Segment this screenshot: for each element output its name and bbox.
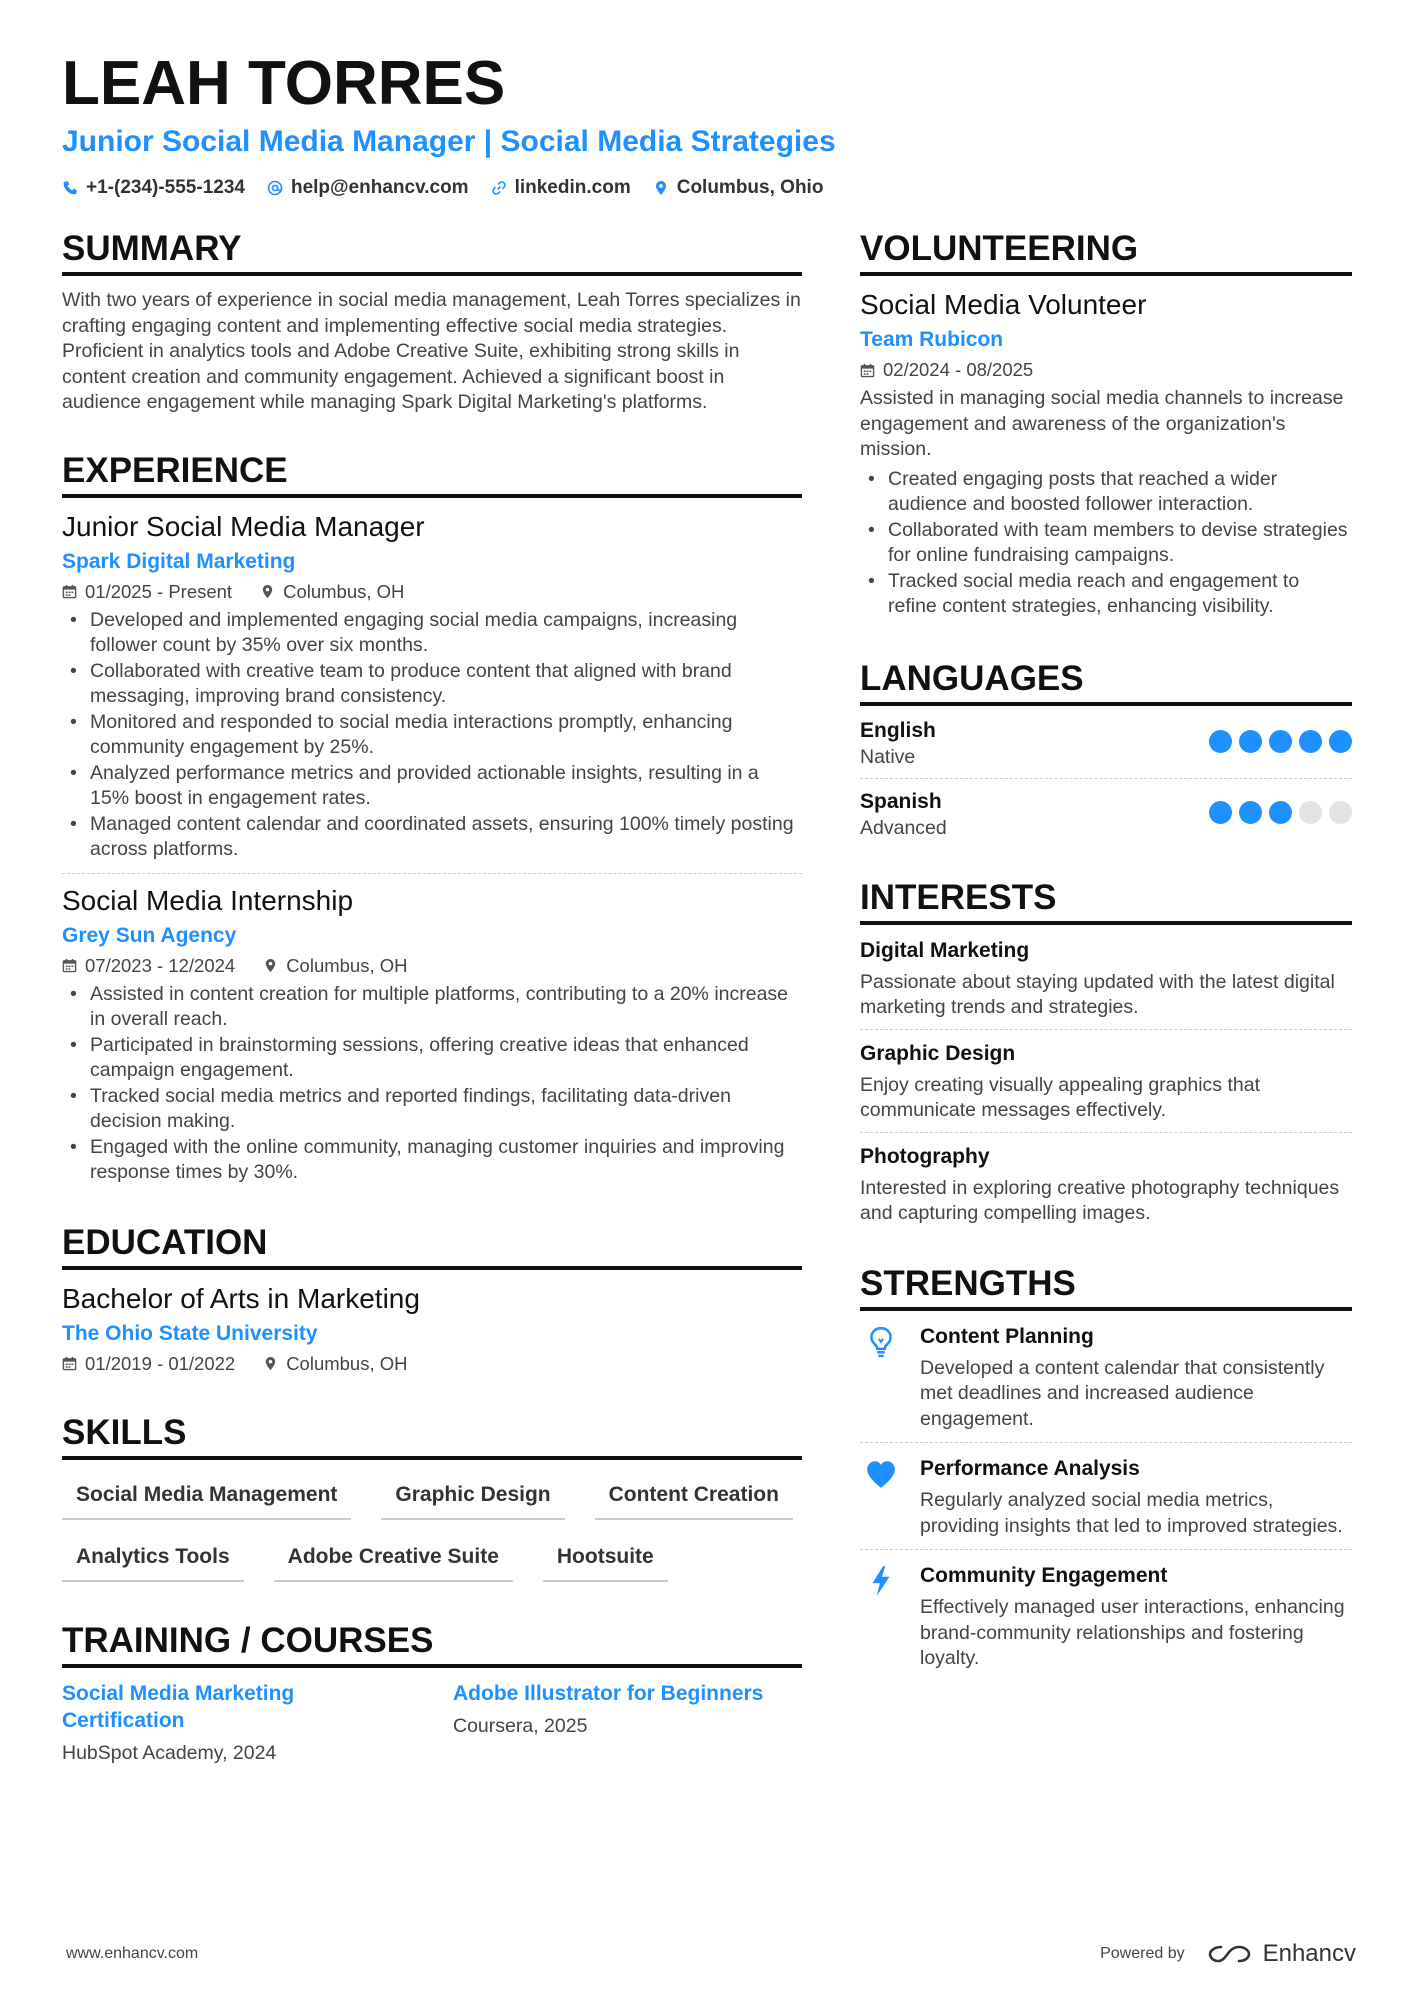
summary-section bbox=[62, 228, 802, 416]
calendar-icon bbox=[62, 1356, 77, 1371]
job-dates: 01/2025 - Present bbox=[62, 580, 232, 604]
entry-divider bbox=[860, 778, 1352, 779]
entry-divider bbox=[860, 1132, 1352, 1133]
volunteering-heading: VOLUNTEERING bbox=[860, 228, 1352, 276]
rating-dot-filled bbox=[1239, 730, 1262, 753]
skill-tag: Hootsuite bbox=[543, 1534, 668, 1582]
contact-linkedin[interactable] bbox=[491, 176, 631, 200]
lightning-icon bbox=[864, 1564, 898, 1598]
volunteer-entry bbox=[860, 288, 1352, 620]
skill-tag: Social Media Management bbox=[62, 1472, 351, 1520]
education-meta bbox=[62, 1352, 802, 1376]
location-pin-icon bbox=[263, 1356, 278, 1371]
bullet-item: • Collaborated with team members to devise strategies for online fundraising campaigns. bbox=[860, 518, 1352, 569]
skills-list bbox=[62, 1472, 802, 1582]
rating-dot-filled bbox=[1269, 801, 1292, 824]
strength-desc: Regularly analyzed social media metrics, providing insights that led to improved strategies. bbox=[920, 1489, 1343, 1537]
job-dates: 07/2023 - 12/2024 bbox=[62, 954, 235, 978]
job-meta bbox=[62, 954, 802, 978]
strength-item bbox=[860, 1455, 1352, 1539]
phone-icon bbox=[62, 180, 78, 196]
candidate-headline: Junior Social Media Manager | Social Media Strategies bbox=[62, 125, 836, 158]
bullet-item: • Participated in brainstorming sessions, offering creative ideas that enhanced campaign engagement. bbox=[62, 1033, 802, 1084]
right-column bbox=[860, 228, 1352, 1672]
heart-icon bbox=[864, 1457, 898, 1491]
bullet-item: • Developed and implemented engaging social media campaigns, increasing follower count by 35% over six months. bbox=[62, 608, 802, 659]
summary-heading: SUMMARY bbox=[62, 228, 802, 276]
lightbulb-icon bbox=[864, 1325, 898, 1359]
enhancv-logo[interactable] bbox=[1207, 1940, 1356, 1968]
contact-email[interactable] bbox=[267, 176, 469, 200]
language-name: Spanish bbox=[860, 789, 942, 813]
languages-section bbox=[860, 658, 1352, 841]
rating-dot-filled bbox=[1269, 730, 1292, 753]
language-item bbox=[860, 789, 1352, 841]
training-provider: HubSpot Academy, 2024 bbox=[62, 1741, 277, 1764]
education-degree: Bachelor of Arts in Marketing bbox=[62, 1282, 420, 1314]
interests-heading: INTERESTS bbox=[860, 877, 1352, 925]
languages-heading: LANGUAGES bbox=[860, 658, 1352, 706]
summary-text: With two years of experience in social media management, Leah Torres specializes in crafting engaging content and implementing effective social media strategies. Proficient in analytics tools and Adobe Creative Suite, exhibiting strong skills in content creation and community engagement. Achieved a significant boost in audience engagement while managing Spark Digital Marketing's platforms. bbox=[62, 289, 801, 413]
job-location: Columbus, OH bbox=[263, 954, 407, 978]
skill-tag: Adobe Creative Suite bbox=[274, 1534, 513, 1582]
training-list bbox=[62, 1680, 802, 1766]
language-item bbox=[860, 718, 1352, 770]
language-rating bbox=[1209, 801, 1352, 824]
calendar-icon bbox=[62, 958, 77, 973]
footer-site-link[interactable]: www.enhancv.com bbox=[66, 1945, 199, 1962]
page-footer bbox=[66, 1940, 1356, 1968]
location-pin-icon bbox=[260, 584, 275, 599]
education-heading: EDUCATION bbox=[62, 1222, 802, 1270]
bullet-item: • Tracked social media metrics and reported findings, facilitating data-driven decision making. bbox=[62, 1084, 802, 1135]
volunteer-bullets bbox=[860, 467, 1352, 620]
bullet-item: • Monitored and responded to social media interactions promptly, enhancing community engagement by 25%. bbox=[62, 710, 802, 761]
volunteering-section bbox=[860, 228, 1352, 620]
calendar-icon bbox=[62, 584, 77, 599]
training-item bbox=[453, 1680, 802, 1766]
at-icon bbox=[267, 180, 283, 196]
job-company[interactable]: Grey Sun Agency bbox=[62, 923, 237, 947]
training-name[interactable]: Social Media Marketing Certification bbox=[62, 1681, 295, 1732]
job-entry bbox=[62, 510, 802, 863]
strength-name: Performance Analysis bbox=[920, 1457, 1140, 1480]
volunteer-dates: 02/2024 - 08/2025 bbox=[860, 358, 1033, 382]
contact-bar bbox=[62, 176, 1362, 200]
entry-divider bbox=[860, 1442, 1352, 1443]
strength-desc: Effectively managed user interactions, enhancing brand-community relationships and fostering loyalty. bbox=[920, 1596, 1345, 1669]
link-icon bbox=[491, 180, 507, 196]
volunteer-org[interactable]: Team Rubicon bbox=[860, 328, 1004, 351]
interest-desc: Enjoy creating visually appealing graphics that communicate messages effectively. bbox=[860, 1073, 1260, 1121]
rating-dot-filled bbox=[1209, 730, 1232, 753]
bullet-item: • Created engaging posts that reached a wider audience and boosted follower interaction. bbox=[860, 467, 1352, 518]
interests-section bbox=[860, 877, 1352, 1227]
language-name: English bbox=[860, 718, 936, 742]
enhancv-logo-icon bbox=[1207, 1943, 1253, 1965]
strength-item bbox=[860, 1562, 1352, 1672]
skill-tag: Analytics Tools bbox=[62, 1534, 244, 1582]
email-text: help@enhancv.com bbox=[290, 177, 469, 198]
job-role: Junior Social Media Manager bbox=[62, 510, 425, 542]
job-meta bbox=[62, 580, 802, 604]
training-provider: Coursera, 2025 bbox=[453, 1714, 588, 1737]
interest-name: Photography bbox=[860, 1144, 990, 1168]
powered-by bbox=[1100, 1940, 1356, 1968]
interest-desc: Passionate about staying updated with the latest digital marketing trends and strategies. bbox=[860, 970, 1335, 1018]
volunteer-meta bbox=[860, 358, 1352, 382]
language-rating bbox=[1209, 730, 1352, 753]
powered-by-label: Powered by bbox=[1100, 1945, 1185, 1962]
language-level: Native bbox=[860, 745, 916, 768]
interest-item bbox=[860, 1143, 1352, 1227]
resume-header bbox=[62, 50, 1362, 200]
rating-dot-filled bbox=[1209, 801, 1232, 824]
training-heading: TRAINING / COURSES bbox=[62, 1620, 802, 1668]
interest-item bbox=[860, 1040, 1352, 1124]
education-section bbox=[62, 1222, 802, 1376]
education-dates: 01/2019 - 01/2022 bbox=[62, 1352, 235, 1376]
volunteer-description: Assisted in managing social media channels to increase engagement and awareness of the organization's mission. bbox=[860, 387, 1344, 460]
rating-dot-empty bbox=[1329, 801, 1352, 824]
location-pin-icon bbox=[263, 958, 278, 973]
job-bullets bbox=[62, 608, 802, 863]
bullet-item: • Engaged with the online community, managing customer inquiries and improving response times by 30%. bbox=[62, 1135, 802, 1186]
education-entry bbox=[62, 1282, 802, 1376]
interest-name: Digital Marketing bbox=[860, 938, 1030, 962]
location-pin-icon bbox=[653, 180, 669, 196]
contact-location bbox=[653, 176, 824, 200]
training-name[interactable]: Adobe Illustrator for Beginners bbox=[453, 1681, 764, 1705]
bullet-item: • Assisted in content creation for multiple platforms, contributing to a 20% increase in overall reach. bbox=[62, 982, 802, 1033]
training-section bbox=[62, 1620, 802, 1766]
location-text: Columbus, Ohio bbox=[676, 177, 824, 198]
entry-divider bbox=[62, 873, 802, 874]
skill-tag: Graphic Design bbox=[381, 1472, 564, 1520]
education-school[interactable]: The Ohio State University bbox=[62, 1321, 318, 1345]
entry-divider bbox=[860, 1549, 1352, 1550]
calendar-icon bbox=[860, 363, 875, 378]
bullet-item: • Collaborated with creative team to produce content that aligned with brand messaging, improving brand consistency. bbox=[62, 659, 802, 710]
training-item bbox=[62, 1680, 411, 1766]
phone-text: +1-(234)-555-1234 bbox=[86, 177, 245, 198]
job-company[interactable]: Spark Digital Marketing bbox=[62, 549, 296, 573]
language-level: Advanced bbox=[860, 816, 947, 839]
rating-dot-filled bbox=[1299, 730, 1322, 753]
strength-desc: Developed a content calendar that consistently met deadlines and increased audience engagement. bbox=[920, 1356, 1325, 1430]
entry-divider bbox=[860, 1029, 1352, 1030]
skills-heading: SKILLS bbox=[62, 1412, 802, 1460]
linkedin-text: linkedin.com bbox=[514, 177, 631, 198]
volunteer-role: Social Media Volunteer bbox=[860, 289, 1147, 320]
interest-name: Graphic Design bbox=[860, 1041, 1016, 1065]
rating-dot-empty bbox=[1299, 801, 1322, 824]
job-entry bbox=[62, 884, 802, 1186]
interest-item bbox=[860, 937, 1352, 1021]
strength-name: Content Planning bbox=[920, 1324, 1094, 1348]
bullet-item: • Analyzed performance metrics and provided actionable insights, resulting in a 15% boost in engagement rates. bbox=[62, 761, 802, 812]
contact-phone[interactable] bbox=[62, 176, 245, 200]
job-bullets bbox=[62, 982, 802, 1186]
skill-tag: Content Creation bbox=[595, 1472, 793, 1520]
left-column bbox=[62, 228, 802, 1766]
interest-desc: Interested in exploring creative photography techniques and capturing compelling images. bbox=[860, 1176, 1340, 1224]
strengths-heading: STRENGTHS bbox=[860, 1263, 1352, 1311]
experience-section bbox=[62, 450, 802, 1186]
brand-name: Enhancv bbox=[1262, 1940, 1356, 1967]
strength-item bbox=[860, 1323, 1352, 1433]
skills-section bbox=[62, 1412, 802, 1582]
job-location: Columbus, OH bbox=[260, 580, 404, 604]
bullet-item: • Managed content calendar and coordinated assets, ensuring 100% timely posting across platforms. bbox=[62, 812, 802, 863]
candidate-name: LEAH TORRES bbox=[62, 49, 506, 118]
bullet-item: • Tracked social media reach and engagement to refine content strategies, enhancing visibility. bbox=[860, 569, 1352, 620]
experience-heading: EXPERIENCE bbox=[62, 450, 802, 498]
strength-name: Community Engagement bbox=[920, 1564, 1168, 1587]
rating-dot-filled bbox=[1239, 801, 1262, 824]
strengths-section bbox=[860, 1263, 1352, 1672]
job-role: Social Media Internship bbox=[62, 884, 354, 916]
rating-dot-filled bbox=[1329, 730, 1352, 753]
education-location: Columbus, OH bbox=[263, 1352, 407, 1376]
